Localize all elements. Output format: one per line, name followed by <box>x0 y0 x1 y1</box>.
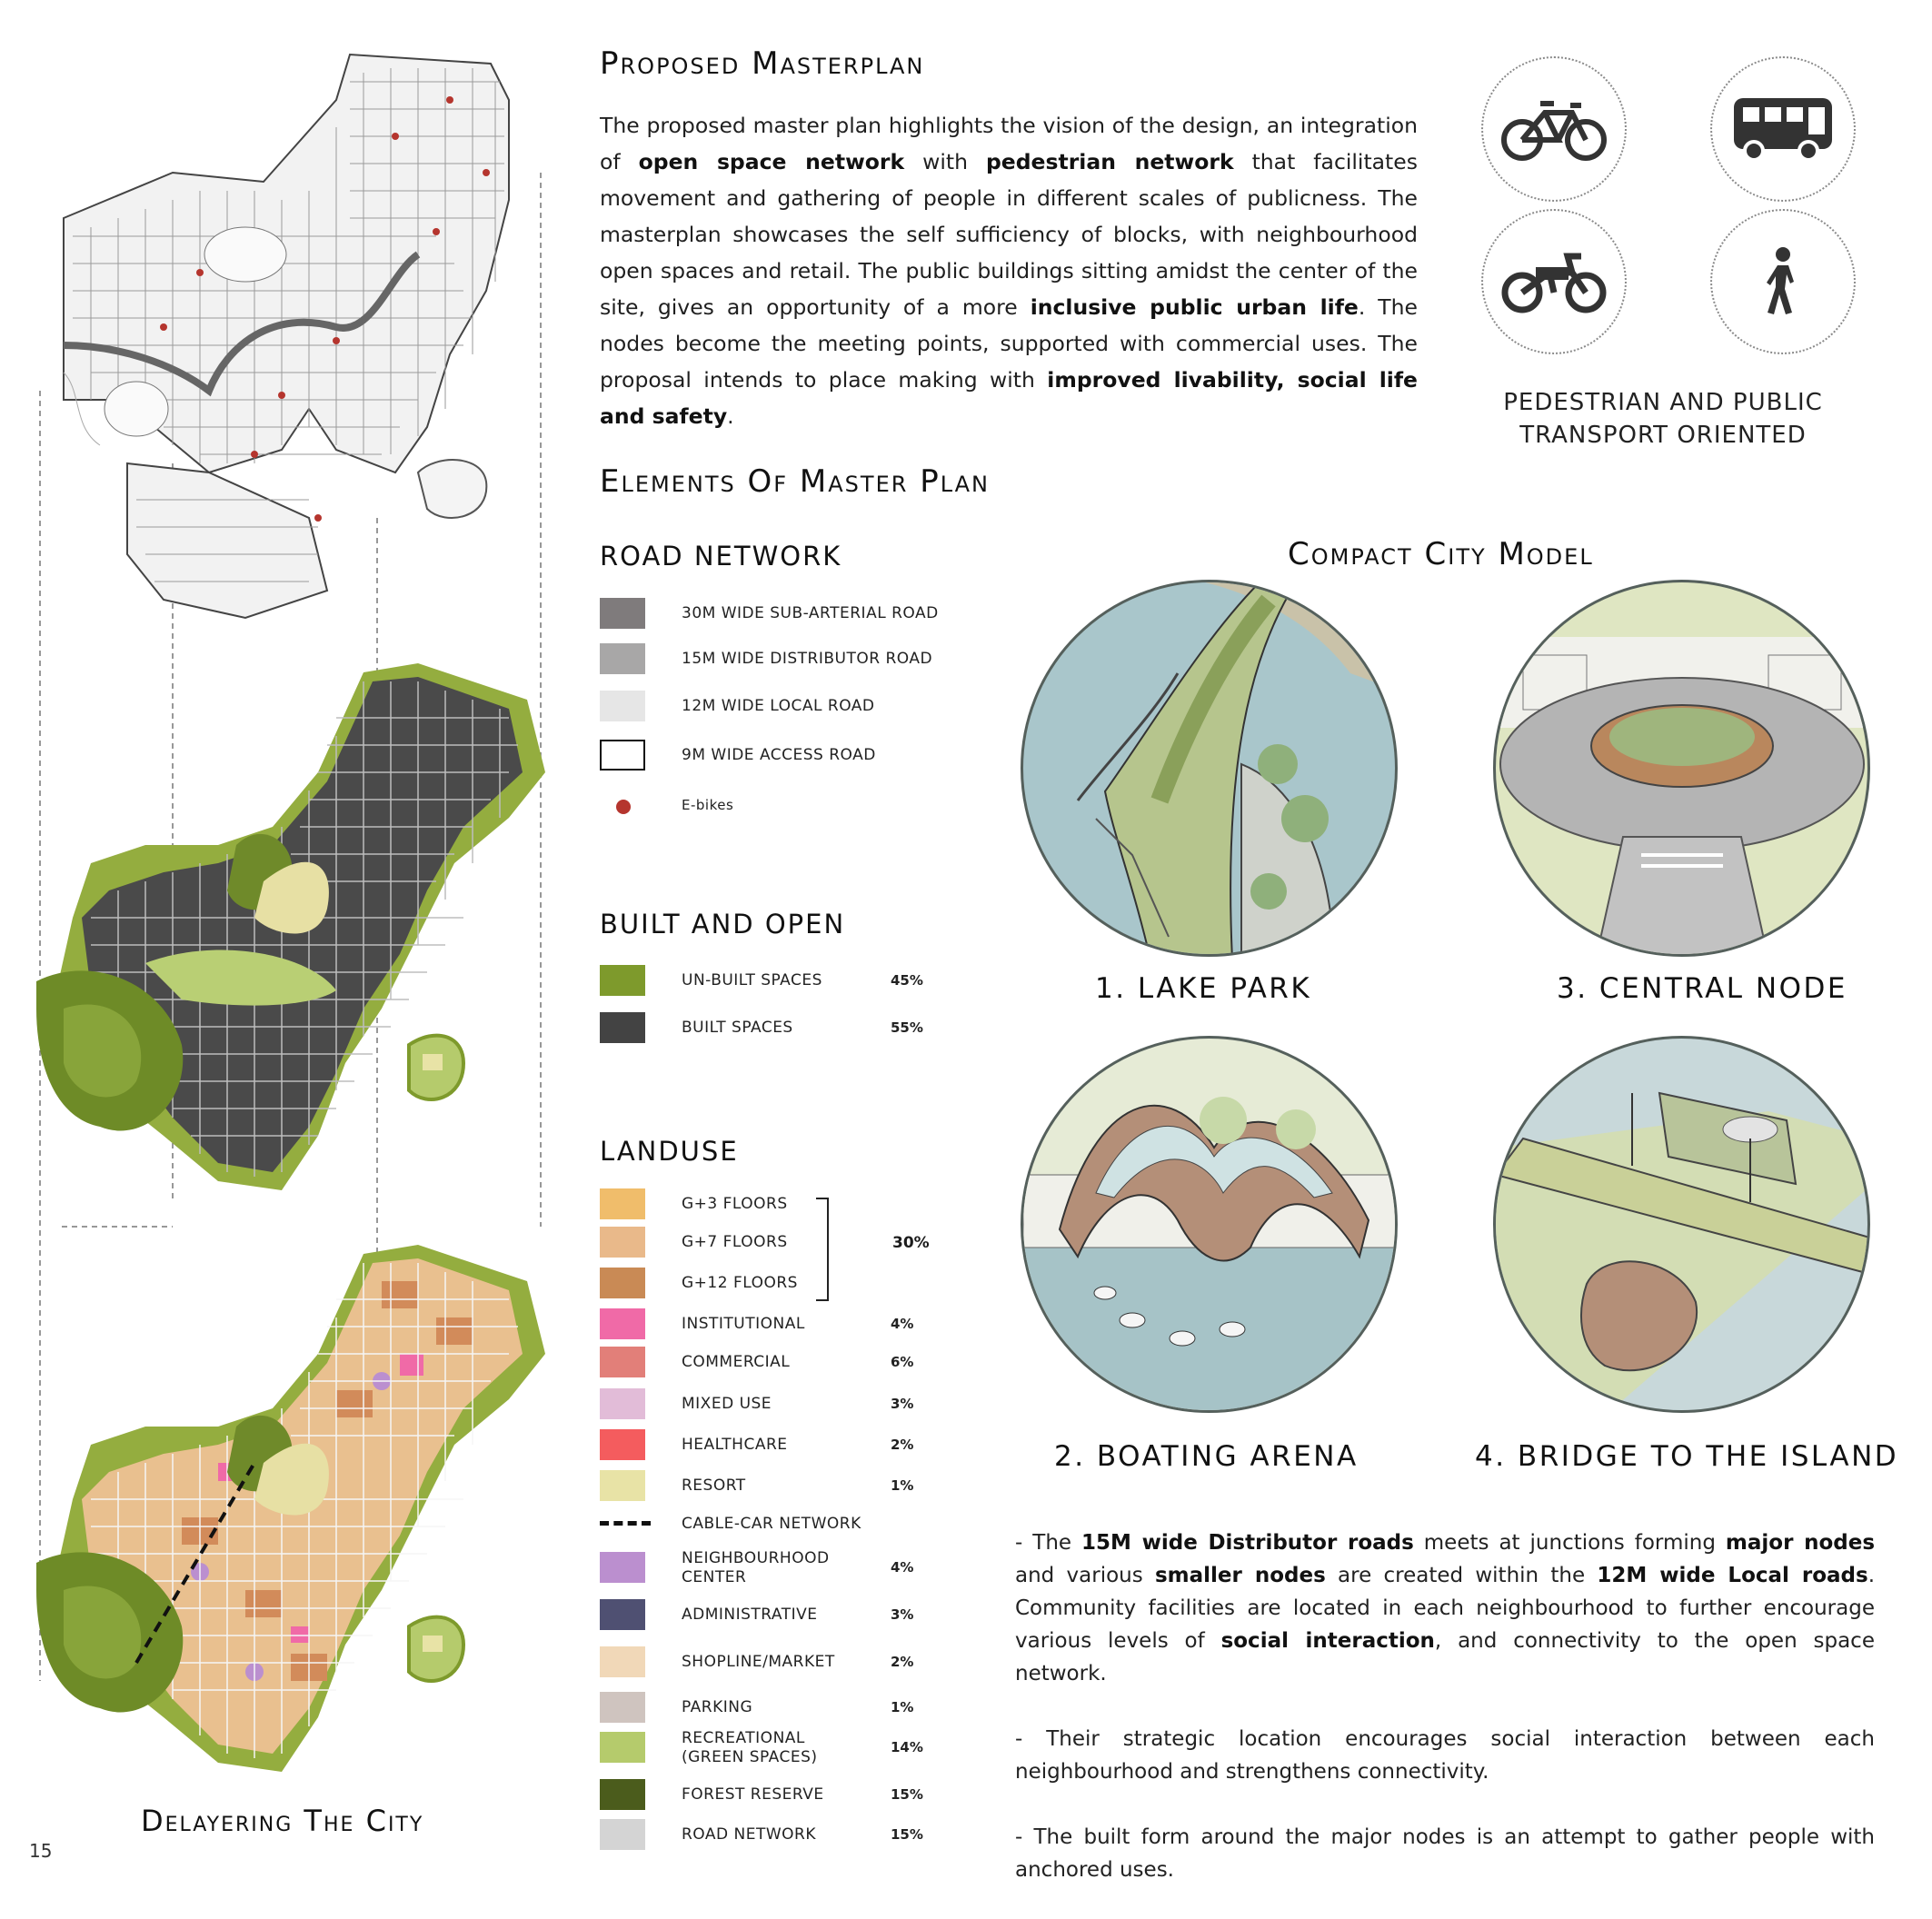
landuse-title: LANDUSE <box>600 1136 739 1167</box>
legend-pct: 2% <box>891 1654 914 1670</box>
pedestrian-icon <box>1710 209 1856 354</box>
legend-swatch <box>600 1268 645 1298</box>
legend-label: RECREATIONAL <box>682 1729 805 1747</box>
para-seg: . The nodes become the meeting points, supported with commercial uses. The proposal intends to place making with <box>600 294 1418 393</box>
proposed-paragraph <box>600 107 1418 434</box>
para-bold: open space network <box>638 149 905 174</box>
para-bold: inclusive public urban life <box>1030 294 1359 320</box>
road-network-map <box>64 55 509 618</box>
legend-label: ADMINISTRATIVE <box>682 1606 818 1624</box>
road-network-title: ROAD NETWORK <box>600 541 842 572</box>
transport-caption-line2: TRANSPORT ORIENTED <box>1519 422 1807 449</box>
legend-swatch <box>600 1388 645 1419</box>
legend-label: CABLE-CAR NETWORK <box>682 1515 861 1533</box>
legend-swatch <box>600 1429 645 1460</box>
transport-caption <box>1463 386 1863 452</box>
para-seg: that facilitates movement and gathering of people in different scales of publicness. The masterplan showcases the self sufficiency of blocks, with neighbourhood open spaces and retail. The public buildings sitting amidst the center of the site, gives an opportunity of a more <box>600 149 1418 320</box>
legend-pct: 14% <box>891 1739 923 1755</box>
legend-label: BUILT SPACES <box>682 1019 793 1037</box>
legend-pct: 4% <box>891 1316 914 1332</box>
legend-label: G+12 FLOORS <box>682 1274 798 1292</box>
legend-pct: 6% <box>891 1354 914 1370</box>
bullet-bold: 15M wide Distributor roads <box>1081 1531 1414 1555</box>
legend-swatch <box>600 1012 645 1043</box>
legend-label: G+7 FLOORS <box>682 1233 788 1251</box>
legend-pct: 45% <box>891 972 923 989</box>
floors-bracket <box>816 1198 829 1301</box>
legend-label: G+3 FLOORS <box>682 1195 788 1213</box>
vignette-label-boating-arena: 2. BOATING ARENA <box>1054 1440 1359 1473</box>
boating-arena-vignette <box>1021 1036 1398 1413</box>
proposed-title: Proposed Masterplan <box>600 45 925 82</box>
bullet-bold: 12M wide Local roads <box>1597 1564 1868 1587</box>
legend-swatch <box>600 1779 645 1810</box>
legend-swatch <box>600 1692 645 1723</box>
bullet-1 <box>1015 1526 1875 1690</box>
bus-icon <box>1710 56 1856 202</box>
legend-swatch <box>600 691 645 721</box>
landuse-map <box>36 1245 545 1772</box>
e-bike-dot-icon <box>616 800 631 814</box>
built-open-map <box>36 663 545 1190</box>
legend-pct: 1% <box>891 1699 914 1715</box>
lake-park-vignette <box>1021 580 1398 957</box>
legend-label: RESORT <box>682 1477 746 1495</box>
legend-swatch <box>600 965 645 996</box>
bullet-bold: major nodes <box>1725 1531 1876 1555</box>
legend-swatch <box>600 1599 645 1630</box>
legend-label: SHOPLINE/MARKET <box>682 1653 835 1671</box>
legend-label: 9M WIDE ACCESS ROAD <box>682 746 876 764</box>
delayering-maps-svg <box>36 45 545 1790</box>
legend-swatch <box>600 1732 645 1763</box>
legend-label: PARKING <box>682 1698 753 1716</box>
legend-swatch <box>600 1227 645 1258</box>
para-seg: with <box>904 149 986 174</box>
vignette-label-central-node: 3. CENTRAL NODE <box>1557 972 1847 1005</box>
legend-pct: 2% <box>891 1437 914 1453</box>
legend-label: INSTITUTIONAL <box>682 1315 805 1333</box>
legend-label: 15M WIDE DISTRIBUTOR ROAD <box>682 650 933 668</box>
legend-pct: 15% <box>891 1826 923 1843</box>
legend-label: HEALTHCARE <box>682 1436 788 1454</box>
node-explanations <box>1015 1526 1875 1919</box>
legend-label-line2: (GREEN SPACES) <box>682 1748 818 1766</box>
legend-swatch <box>600 1552 645 1583</box>
legend-label-line2: CENTER <box>682 1568 747 1586</box>
legend-pct: 15% <box>891 1786 923 1803</box>
legend-label: 30M WIDE SUB-ARTERIAL ROAD <box>682 604 939 622</box>
bicycle-icon <box>1481 56 1627 202</box>
legend-label: NEIGHBOURHOOD <box>682 1549 830 1567</box>
bullet-2: - Their strategic location encourages social interaction between each neighbourhood and strengthens connectivity. <box>1015 1727 1875 1784</box>
e-bike-icon <box>1481 209 1627 354</box>
legend-pct: 3% <box>891 1396 914 1412</box>
para-seg: The proposed master plan highlights the vision of the design, an integration of <box>600 113 1418 174</box>
legend-label: E-bikes <box>682 797 734 813</box>
central-node-vignette <box>1493 580 1870 957</box>
page-number: 15 <box>29 1840 53 1862</box>
legend-swatch <box>600 740 645 771</box>
legend-label: FOREST RESERVE <box>682 1785 824 1804</box>
compact-city-title: Compact City Model <box>1288 536 1594 572</box>
legend-swatch <box>600 1819 645 1850</box>
legend-label: UN-BUILT SPACES <box>682 971 822 989</box>
para-bold: pedestrian network <box>985 149 1234 174</box>
cable-car-line-icon <box>600 1521 651 1526</box>
legend-pct: 4% <box>891 1559 914 1576</box>
legend-swatch <box>600 1470 645 1501</box>
transport-caption-line1: PEDESTRIAN AND PUBLIC <box>1503 389 1823 416</box>
legend-label: ROAD NETWORK <box>682 1825 817 1844</box>
legend-pct: 55% <box>891 1019 923 1036</box>
bullet-bold: smaller nodes <box>1154 1564 1326 1587</box>
legend-pct: 1% <box>891 1477 914 1494</box>
legend-label: COMMERCIAL <box>682 1353 791 1371</box>
legend-swatch <box>600 1646 645 1677</box>
elements-title: Elements Of Master Plan <box>600 463 991 500</box>
legend-label: 12M WIDE LOCAL ROAD <box>682 697 875 715</box>
bridge-vignette <box>1493 1036 1870 1413</box>
bullet-seg: and various <box>1015 1564 1155 1587</box>
vignette-label-lake-park: 1. LAKE PARK <box>1095 972 1312 1005</box>
legend-label: MIXED USE <box>682 1395 772 1413</box>
para-bold: improved livability, social life and safety <box>600 367 1419 429</box>
bullet-seg: . Community facilities are located in each neighbourhood to further encourage various levels of <box>1015 1564 1875 1653</box>
bullet-seg: are created within the <box>1325 1564 1598 1587</box>
legend-swatch <box>600 1308 645 1339</box>
bullet-seg: meets at junctions forming <box>1413 1531 1726 1555</box>
legend-swatch <box>600 1188 645 1219</box>
bullet-seg: - The <box>1015 1531 1082 1555</box>
vignette-label-bridge: 4. BRIDGE TO THE ISLAND <box>1475 1440 1899 1473</box>
delayering-title: Delayering The City <box>141 1804 424 1838</box>
delayering-maps <box>36 45 545 1790</box>
legend-swatch <box>600 1347 645 1377</box>
legend-swatch <box>600 598 645 629</box>
floors-bracket-pct: 30% <box>892 1234 930 1252</box>
legend-pct: 3% <box>891 1606 914 1623</box>
legend-swatch <box>600 643 645 674</box>
bullet-3: - The built form around the major nodes is an attempt to gather people with anchored uses. <box>1015 1825 1875 1882</box>
para-seg: . <box>727 403 734 429</box>
bullet-bold: social interaction <box>1220 1629 1435 1653</box>
built-open-title: BUILT AND OPEN <box>600 909 846 940</box>
bullet-seg: , and connectivity to the open space network. <box>1015 1629 1875 1685</box>
